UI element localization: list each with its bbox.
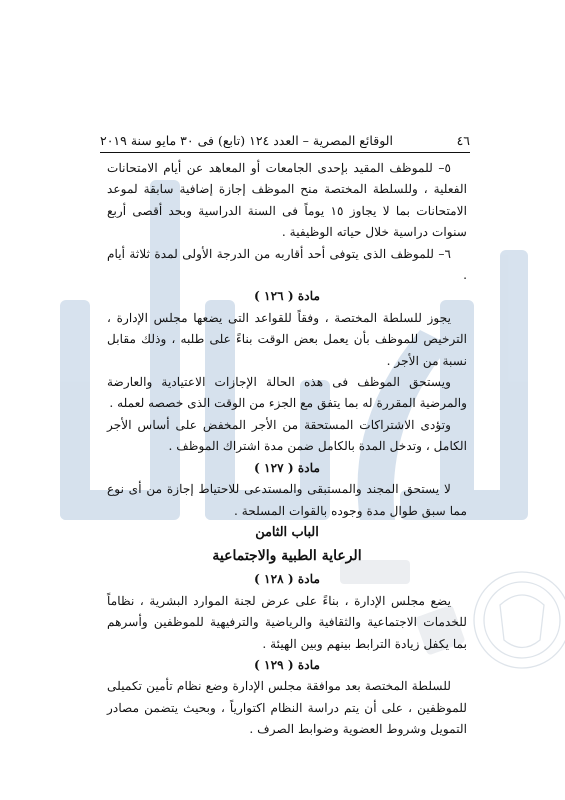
header-rule	[100, 152, 470, 153]
paragraph: يضع مجلس الإدارة ، بناءً على عرض لجنة الموارد البشرية ، نظاماً للخدمات الاجتماعية والثقافية والرياضية والترفيهية للموظفين وأسرهم بما يكفل زيادة الترابط بينهم وبين الهيئة .	[107, 593, 467, 651]
document-body	[107, 158, 467, 741]
page-number: ٤٦	[456, 132, 470, 148]
paragraph: وتؤدى الاشتراكات المستحقة من الأجر المخفض على أساس الأجر الكامل ، وتدخل المدة بالكامل ضمن مدة اشتراك الموظف .	[107, 417, 467, 454]
paragraph: ٥– للموظف المقيد بإحدى الجامعات أو المعاهد عن أيام الامتحانات الفعلية ، وللسلطة المختصة منح الموظف إجازة إضافية سابقة لموعد الامتحانات بما لا يجاوز ١٥ يوماً فى السنة الدراسية وبحد أقصى أربع سنوات دراسية خلال حياته الوظيفية .	[107, 161, 467, 240]
paragraph: للسلطة المختصة بعد موافقة مجلس الإدارة وضع نظام تأمين تكميلى للموظفين ، على أن يتم دراسة النظام اكتوارياً ، وبحيث يتضمن مصادر التمويل وشروط العضوية وضوابط الصرف .	[107, 679, 467, 737]
chapter-subtitle: الرعاية الطبية والاجتماعية	[212, 548, 362, 565]
paragraph: ٦– للموظف الذى يتوفى أحد أقاربه من الدرجة الأولى لمدة ثلاثة أيام .	[107, 246, 467, 283]
page-header	[100, 130, 470, 150]
chapter-title: الباب الثامن	[255, 524, 319, 540]
article-heading: مادة ( ١٢٩ )	[254, 657, 320, 672]
paragraph: لا يستحق المجند والمستبقى والمستدعى للاحتياط إجازة من أى نوع مما سبق طوال مدة وجوده بالقوات المسلحة .	[107, 482, 467, 518]
paragraph: يجوز للسلطة المختصة ، وفقاً للقواعد التى يضعها مجلس الإدارة ، الترخيص للموظف بأن يعمل بعض الوقت بناءً على طلبه ، وذلك مقابل نسبة من الأجر .	[107, 310, 467, 368]
article-heading: مادة ( ١٢٧ )	[254, 460, 320, 475]
running-title: الوقائع المصرية – العدد ١٢٤ (تابع) فى ٣٠ مايو سنة ٢٠١٩	[100, 132, 393, 148]
article-heading: مادة ( ١٢٦ )	[254, 289, 320, 304]
article-heading: مادة ( ١٢٨ )	[254, 572, 320, 587]
paragraph: ويستحق الموظف فى هذه الحالة الإجازات الاعتيادية والعارضة والمرضية المقررة له بما يتفق مع الجزء من الوقت الذى خصصه لعمله .	[107, 375, 467, 411]
